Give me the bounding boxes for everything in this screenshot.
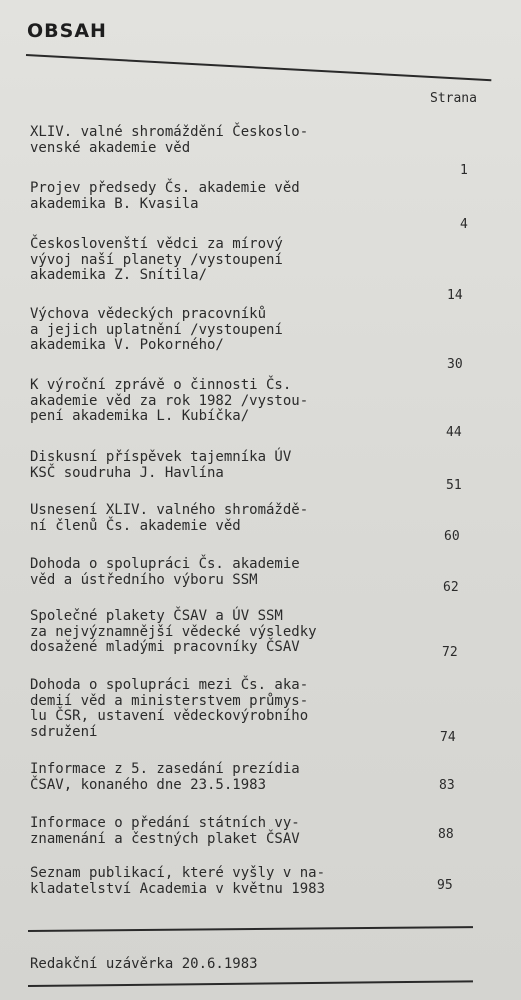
toc-entry	[30, 678, 308, 740]
toc-entry-title-line: XLIV. valné shromáždění Českoslo-	[30, 124, 309, 140]
toc-entry-title-line: Dohoda o spolupráci Čs. akademie	[30, 556, 300, 572]
toc-entry	[30, 237, 283, 284]
editorial-deadline: Redakční uzávěrka 20.6.1983	[30, 956, 258, 972]
toc-entry-title-line: Dohoda o spolupráci mezi Čs. aka-	[30, 677, 309, 693]
toc-entry-title-line: lu ČSR, ustavení vědeckovýrobního	[30, 708, 309, 724]
toc-entry-page-number: 83	[439, 778, 455, 793]
toc-entry-title-line: demií věd a ministerstvem průmys-	[30, 692, 309, 709]
header-divider	[26, 54, 491, 81]
toc-entry	[30, 762, 300, 793]
toc-entry	[30, 609, 317, 656]
toc-entry-title-line: Usnesení XLIV. valného shromáždě-	[30, 502, 309, 518]
toc-entry-title-line: venské akademie věd	[30, 139, 191, 156]
toc-entry-title-line: akademika B. Kvasila	[30, 195, 199, 212]
toc-entry-title-line: Společné plakety ČSAV a ÚV SSM	[30, 608, 283, 624]
toc-entry-page-number: 95	[437, 878, 453, 893]
toc-entry	[30, 503, 308, 534]
toc-entry-title-line: kladatelství Academia v květnu 1983	[30, 880, 326, 897]
toc-entry-title-line: Informace o předání státních vy-	[30, 815, 300, 831]
toc-entry-page-number: 44	[446, 425, 462, 440]
toc-entry-title-line: akademika Z. Snítila/	[30, 267, 208, 283]
toc-entry-title-line: Informace z 5. zasedání prezídia	[30, 761, 300, 777]
toc-entry	[30, 181, 300, 212]
toc-entry-title-line: sdružení	[30, 723, 98, 740]
toc-entry-title-line: ČSAV, konaného dne 23.5.1983	[30, 776, 267, 793]
toc-entry-page-number: 88	[438, 827, 454, 842]
toc-entry-title-line: Výchova vědeckých pracovníků	[30, 306, 267, 322]
toc-entry-title-line: K výroční zprávě o činnosti Čs.	[30, 377, 292, 393]
toc-entry-title-line: ní členů Čs. akademie věd	[30, 517, 241, 534]
toc-entry-title-line: akademika V. Pokorného/	[30, 337, 224, 353]
toc-entry-title-line: akademie věd za rok 1982 /vystou-	[30, 392, 309, 409]
toc-entry-title-line: a jejich uplatnění /vystoupení	[30, 321, 283, 338]
toc-entry-page-number: 4	[460, 217, 468, 232]
toc-entry-page-number: 14	[447, 288, 463, 303]
toc-entry-page-number: 51	[446, 478, 462, 493]
toc-entry-title-line: Seznam publikací, které vyšly v na-	[30, 865, 326, 881]
toc-entry-title-line: dosažené mladými pracovníky ČSAV	[30, 639, 300, 655]
toc-entry-title-line: pení akademika L. Kubíčka/	[30, 408, 250, 424]
toc-entry-page-number: 60	[444, 529, 460, 544]
toc-entry	[30, 378, 308, 425]
toc-entry-title-line: Českoslovenští vědci za mírový	[30, 236, 283, 252]
page-column-label: Strana	[430, 91, 477, 106]
toc-entry	[30, 816, 300, 847]
toc-entry	[30, 450, 291, 481]
toc-entry-page-number: 1	[460, 163, 468, 178]
toc-entry-title-line: věd a ústředního výboru SSM	[30, 571, 258, 588]
toc-entry-page-number: 74	[440, 730, 456, 745]
page-title: OBSAH	[27, 20, 107, 42]
toc-entry-title-line: znamenání a čestných plaket ČSAV	[30, 830, 300, 847]
toc-entry-title-line: Diskusní příspěvek tajemníka ÚV	[30, 449, 292, 465]
toc-entry-title-line: za nejvýznamnější vědecké výsledky	[30, 623, 317, 640]
toc-entry-page-number: 62	[443, 580, 459, 595]
toc-entry	[30, 866, 325, 897]
footer-divider-top	[28, 926, 473, 931]
toc-entry-page-number: 72	[442, 645, 458, 660]
toc-entry-title-line: vývoj naší planety /vystoupení	[30, 251, 283, 268]
toc-entry-title-line: Projev předsedy Čs. akademie věd	[30, 180, 300, 196]
toc-entry-title-line: KSČ soudruha J. Havlína	[30, 464, 224, 481]
toc-entry	[30, 557, 300, 588]
toc-entry-page-number: 30	[447, 357, 463, 372]
toc-entry	[30, 307, 283, 354]
footer-divider-bottom	[28, 980, 473, 986]
toc-entry	[30, 125, 308, 156]
